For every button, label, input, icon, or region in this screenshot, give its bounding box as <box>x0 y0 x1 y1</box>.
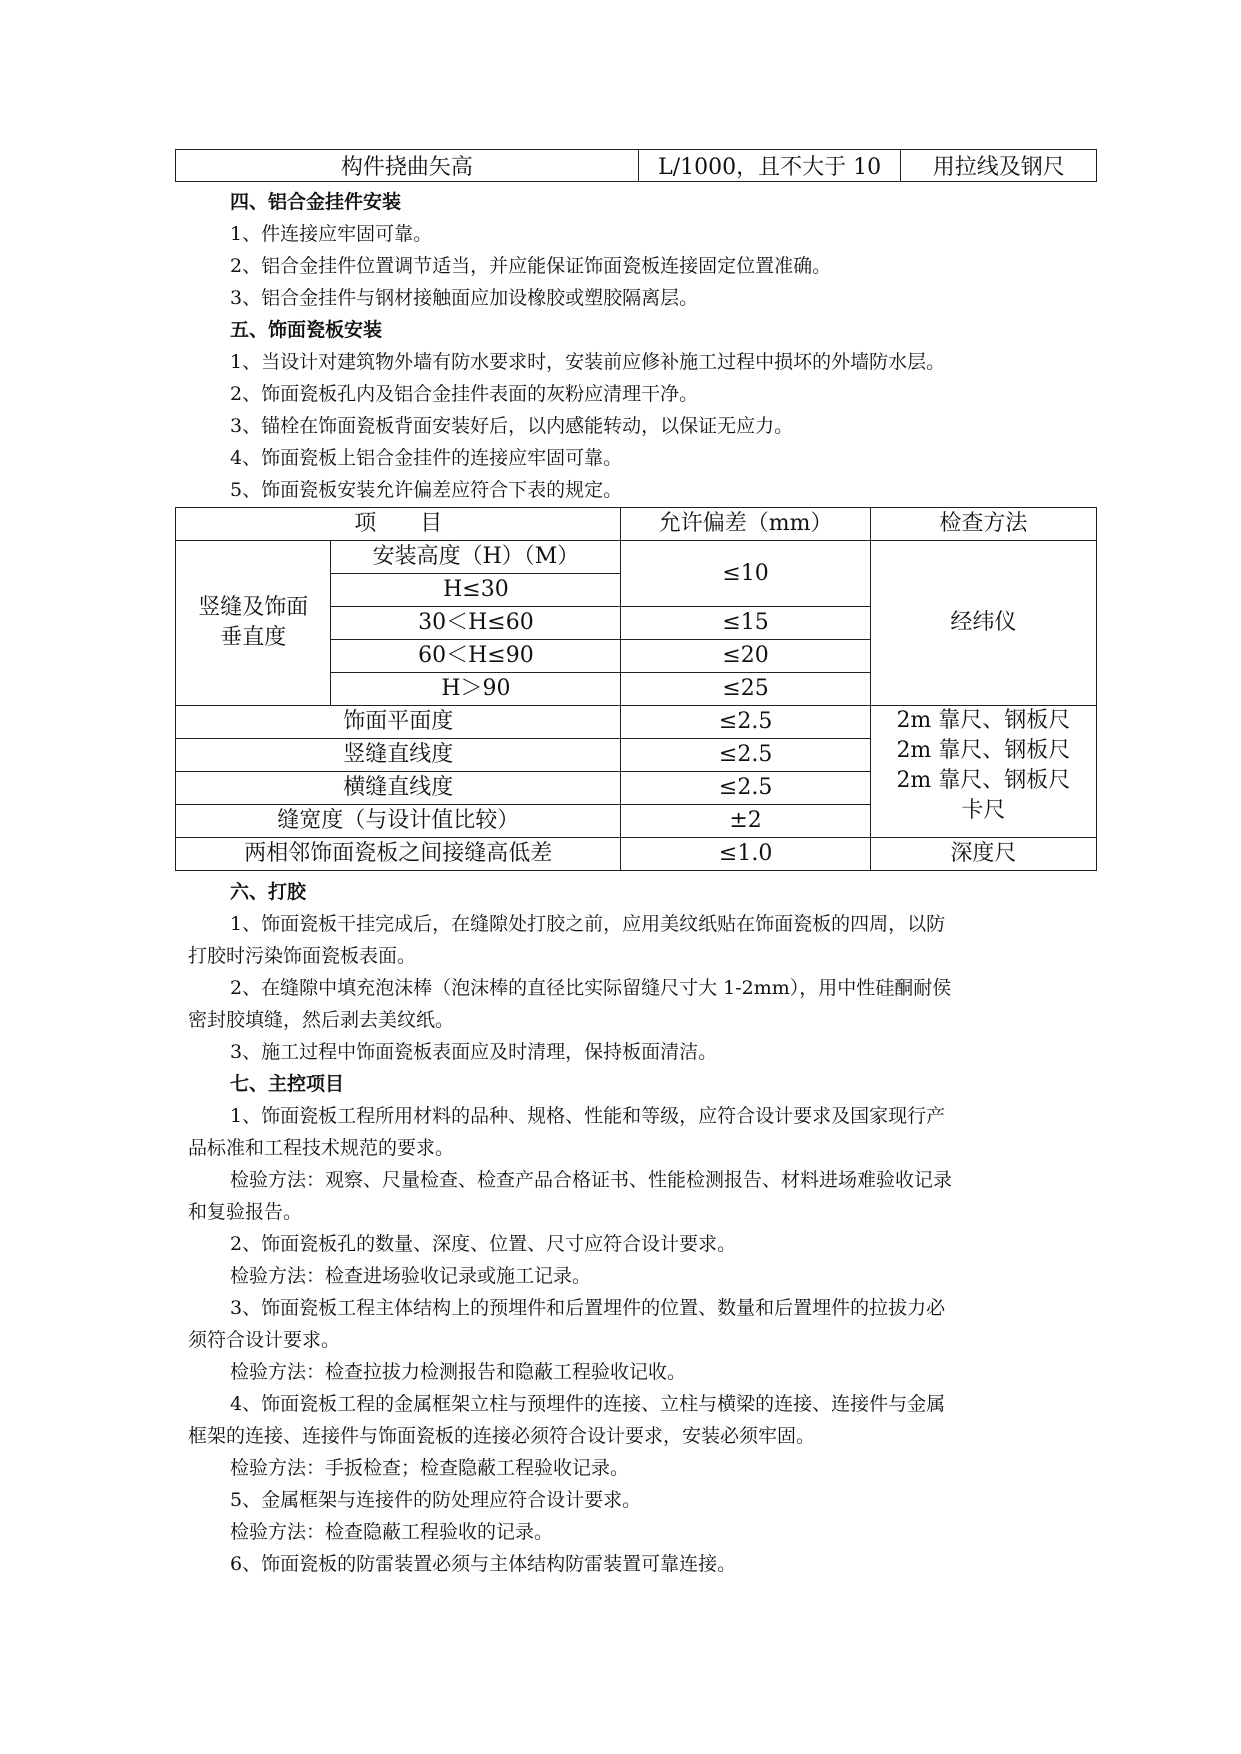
list-item: 5、饰面瓷板安装允许偏差应符合下表的规定。 <box>230 479 623 501</box>
paragraph-line: 4、饰面瓷板工程的金属框架立柱与预埋件的连接、立柱与横梁的连接、连接件与金属 <box>230 1393 946 1415</box>
value-cell: ≤10 <box>621 541 870 607</box>
paragraph-line: 和复验报告。 <box>188 1201 303 1223</box>
value-cell: ≤2.5 <box>621 706 870 739</box>
header-item: 项 目 <box>176 508 621 541</box>
paragraph-line: 打胶时污染饰面瓷板表面。 <box>188 945 417 967</box>
top-table <box>175 149 1097 182</box>
group-label <box>176 541 331 706</box>
paragraph-line: 框架的连接、连接件与饰面瓷板的连接必须符合设计要求，安装必须牢固。 <box>188 1425 816 1447</box>
table-row <box>176 838 1097 871</box>
table-header-row <box>176 508 1097 541</box>
header-tolerance: 允许偏差（mm） <box>621 508 870 541</box>
sub-row-label: 60＜H≤90 <box>331 640 621 673</box>
paragraph-line: 3、施工过程中饰面瓷板表面应及时清理，保持板面清洁。 <box>230 1041 718 1063</box>
method-cell: 经纬仪 <box>870 541 1096 706</box>
paragraph-line: 1、饰面瓷板干挂完成后，在缝隙处打胶之前，应用美纹纸贴在饰面瓷板的四周，以防 <box>230 913 946 935</box>
list-item: 1、件连接应牢固可靠。 <box>230 223 433 245</box>
tolerance-cell: L/1000，且不大于 10 <box>638 150 901 182</box>
method-cell: 深度尺 <box>870 838 1096 871</box>
method-line: 卡尺 <box>961 798 1006 823</box>
paragraph-line: 3、饰面瓷板工程主体结构上的预埋件和后置埋件的位置、数量和后置埋件的拉拔力必 <box>230 1297 946 1319</box>
method-line: 2m 靠尺、钢板尺 <box>896 738 1071 763</box>
tolerance-table <box>175 507 1097 871</box>
row-label: 横缝直线度 <box>176 772 621 805</box>
list-item: 2、饰面瓷板孔内及铝合金挂件表面的灰粉应清理干净。 <box>230 383 699 405</box>
method-line: 2m 靠尺、钢板尺 <box>896 708 1071 733</box>
sub-row-label: 30＜H≤60 <box>331 607 621 640</box>
paragraph-line: 检验方法：检查进场验收记录或施工记录。 <box>230 1265 592 1287</box>
table-row <box>176 150 1097 182</box>
group-label-line: 竖缝及饰面 <box>198 595 309 620</box>
row-label: 饰面平面度 <box>176 706 621 739</box>
method-cell: 用拉线及钢尺 <box>901 150 1097 182</box>
list-item: 3、锚栓在饰面瓷板背面安装好后，以内感能转动，以保证无应力。 <box>230 415 794 437</box>
paragraph-line: 5、金属框架与连接件的防处理应符合设计要求。 <box>230 1489 642 1511</box>
value-cell: ≤2.5 <box>621 739 870 772</box>
method-cell <box>870 706 1096 838</box>
value-cell: ≤20 <box>621 640 870 673</box>
sub-row-label: 安装高度（H）（M） <box>331 541 621 574</box>
group-label-line: 垂直度 <box>220 625 287 650</box>
paragraph-line: 检验方法：检查拉拔力检测报告和隐蔽工程验收记收。 <box>230 1361 687 1383</box>
section7-heading: 七、主控项目 <box>230 1073 345 1095</box>
table-row <box>176 706 1097 739</box>
paragraph-line: 密封胶填缝，然后剥去美纹纸。 <box>188 1009 455 1031</box>
section6-heading: 六、打胶 <box>230 881 307 903</box>
table-row <box>176 541 1097 574</box>
paragraph-line: 6、饰面瓷板的防雷装置必须与主体结构防雷装置可靠连接。 <box>230 1553 737 1575</box>
paragraph-line: 2、饰面瓷板孔的数量、深度、位置、尺寸应符合设计要求。 <box>230 1233 737 1255</box>
value-cell: ≤15 <box>621 607 870 640</box>
section5-heading: 五、饰面瓷板安装 <box>230 319 383 341</box>
paragraph-line: 检验方法：检查隐蔽工程验收的记录。 <box>230 1521 554 1543</box>
paragraph-line: 检验方法：观察、尺量检查、检查产品合格证书、性能检测报告、材料进场难验收记录 <box>230 1169 953 1191</box>
item-cell: 构件挠曲矢高 <box>176 150 639 182</box>
paragraph-line: 须符合设计要求。 <box>188 1329 341 1351</box>
paragraph-line: 品标准和工程技术规范的要求。 <box>188 1137 455 1159</box>
paragraph-line: 1、饰面瓷板工程所用材料的品种、规格、性能和等级，应符合设计要求及国家现行产 <box>230 1105 946 1127</box>
row-label: 两相邻饰面瓷板之间接缝高低差 <box>176 838 621 871</box>
method-line: 2m 靠尺、钢板尺 <box>896 768 1071 793</box>
sub-row-label: H≤30 <box>331 574 621 607</box>
header-method: 检查方法 <box>870 508 1096 541</box>
list-item: 2、铝合金挂件位置调节适当，并应能保证饰面瓷板连接固定位置准确。 <box>230 255 832 277</box>
row-label: 缝宽度（与设计值比较） <box>176 805 621 838</box>
list-item: 4、饰面瓷板上铝合金挂件的连接应牢固可靠。 <box>230 447 623 469</box>
section4-heading: 四、铝合金挂件安装 <box>230 191 402 213</box>
list-item: 3、铝合金挂件与钢材接触面应加设橡胶或塑胶隔离层。 <box>230 287 699 309</box>
sub-row-label: H＞90 <box>331 673 621 706</box>
paragraph-line: 2、在缝隙中填充泡沫棒（泡沫棒的直径比实际留缝尺寸大 1-2mm），用中性硅酮耐侯 <box>230 977 952 999</box>
list-item: 1、当设计对建筑物外墙有防水要求时，安装前应修补施工过程中损坏的外墙防水层。 <box>230 351 946 373</box>
row-label: 竖缝直线度 <box>176 739 621 772</box>
value-cell: ±2 <box>621 805 870 838</box>
value-cell: ≤25 <box>621 673 870 706</box>
value-cell: ≤1.0 <box>621 838 870 871</box>
value-cell: ≤2.5 <box>621 772 870 805</box>
paragraph-line: 检验方法：手扳检查；检查隐蔽工程验收记录。 <box>230 1457 630 1479</box>
